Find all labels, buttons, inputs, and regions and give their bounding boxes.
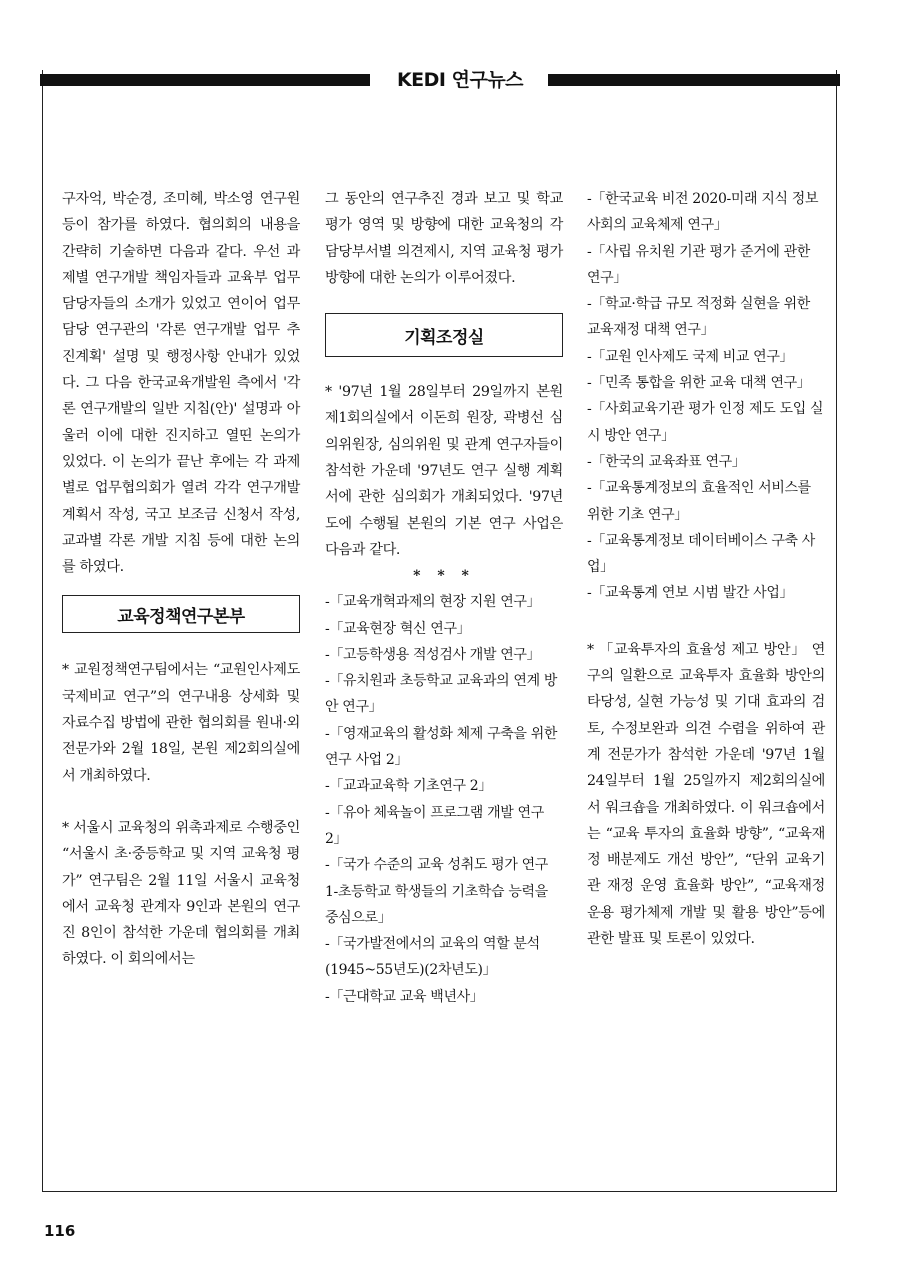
column-1 [62,186,300,973]
stars-divider: * * * [413,568,475,585]
col1-paragraph-1: 구자억, 박순경, 조미혜, 박소영 연구원 등이 참가를 하였다. 협의회의 내용을 간략히 기술하면 다음과 같다. 우선 과제별 연구개발 책임자들과 교육부 업무 담당자들의 소개가 있었고 연이어 업무담당 연구관의 '각론 연구개발 업무 추진계획' 설명 및 행정사항 안내가 있었다. 그 다음 한국교육개발원 측에서 '각론 연구개발의 일반 지침(안)' 설명과 아울러 이에 대한 진지하고 열띤 논의가 있었다. 이 논의가 끝난 후에는 각 과제별로 업무협의회가 열려 각각 연구개발 계획서 작성, 국고 보조금 신청서 작성, 교과별 각론 개발 지침 등에 대한 논의를 하였다. [62,191,300,576]
list-item: -「영재교육의 활성화 체제 구축을 위한 연구 사업 2」 [325,725,558,769]
col1-paragraph-2: * 교원정책연구팀에서는 “교원인사제도 국제비교 연구”의 연구내용 상세화 및 자료수집 방법에 관한 협의회를 원내·외 전문가와 2월 18일, 본원 제2회의실에서 개최하였다. [62,662,300,784]
header-bar-left [40,74,370,86]
col2-paragraph-2: * '97년 1월 28일부터 29일까지 본원 제1회의실에서 이돈희 원장, 곽병선 심의위원장, 심의위원 및 관계 연구자들이 참석한 가운데 '97년도 연구 실행 계획서에 관한 심의회가 개최되었다. '97년도에 수행될 본원의 기본 연구 사업은 다음과 같다. [325,384,563,558]
list-item: -「사립 유치원 기관 평가 준거에 관한 연구」 [587,243,810,286]
list-item: -「고등학생용 적성검사 개발 연구」 [325,646,541,663]
col2-paragraph-1: 그 동안의 연구추진 경과 보고 및 학교평가 영역 및 방향에 대한 교육청의 각 담당부서별 의견제시, 지역 교육청 평가방향에 대한 논의가 이루어졌다. [325,191,563,286]
list-item: -「교원 인사제도 국제 비교 연구」 [587,348,794,365]
section-box-planning: 기획조정실 [325,313,563,357]
list-item: -「교육통계정보 데이터베이스 구축 사업」 [587,532,815,576]
section-header [40,71,840,89]
page-number: 116 [44,1222,76,1240]
section-box-policy-research: 교육정책연구본부 [62,595,300,633]
col3-paragraph: * 「교육투자의 효율성 제고 방안」 연구의 일환으로 교육투자 효율화 방안의 타당성, 실현 가능성 및 기대 효과의 검토, 수정보완과 의견 수렴을 위하여 관계 전문가가 참석한 가운데 '97년 1월 24일부터 1월 25일까지 제2회의실에서 워크숍을 개최하였다. 이 워크숍에서는 “교육 투자의 효율화 방향”, “교육재정 배분제도 개선 방안”, “단위 교육기관 재정 운영 효율화 방안”, “교육재정 운용 평가체제 개발 및 활용 방안”등에 관한 발표 및 토론이 있었다. [587,641,825,948]
list-item: -「교육통계정보의 효율적인 서비스를 위한 기초 연구」 [587,480,811,523]
header-bar-right [548,74,840,86]
list-item: -「교육현장 혁신 연구」 [325,620,471,637]
list-item: -「사회교육기관 평가 인정 제도 도입 실시 방안 연구」 [587,401,824,444]
list-item: -「교과교육학 기초연구 2」 [325,778,493,795]
list-item: -「한국의 교육좌표 연구」 [587,453,746,470]
header-title: KEDI 연구뉴스 [396,69,524,91]
list-item: -「근대학교 교육 백년사」 [325,988,484,1005]
list-item: -「국가 수준의 교육 성취도 평가 연구 1-초등학교 학생들의 기초학습 능력을 중심으로」 [325,857,548,926]
column-3 [587,186,825,952]
list-item: -「국가발전에서의 교육의 역할 분석(1945~55년도)(2차년도)」 [325,936,540,979]
list-item: -「한국교육 비전 2020-미래 지식 정보사회의 교육체제 연구」 [587,191,819,234]
list-item: -「민족 통합을 위한 교육 대책 연구」 [587,375,811,392]
list-item: -「교육개혁과제의 현장 지원 연구」 [325,594,541,611]
list-item: -「유치원과 초등학교 교육과의 연계 방안 연구」 [325,673,558,716]
list-item: -「교육통계 연보 시범 발간 사업」 [587,585,794,602]
col1-paragraph-3: * 서울시 교육청의 위촉과제로 수행중인 “서울시 초·중등학교 및 지역 교육청 평가” 연구팀은 2월 11일 서울시 교육청에서 교육청 관계자 9인과 본원의 연구진 8인이 참석한 가운데 협의회를 개최하였다. 이 회의에서는 [62,819,300,968]
list-item: -「유아 체육놀이 프로그램 개발 연구 2」 [325,804,544,847]
list-item: -「학교·학급 규모 적정화 실현을 위한 교육재정 대책 연구」 [587,296,810,339]
column-2 [325,186,563,1010]
